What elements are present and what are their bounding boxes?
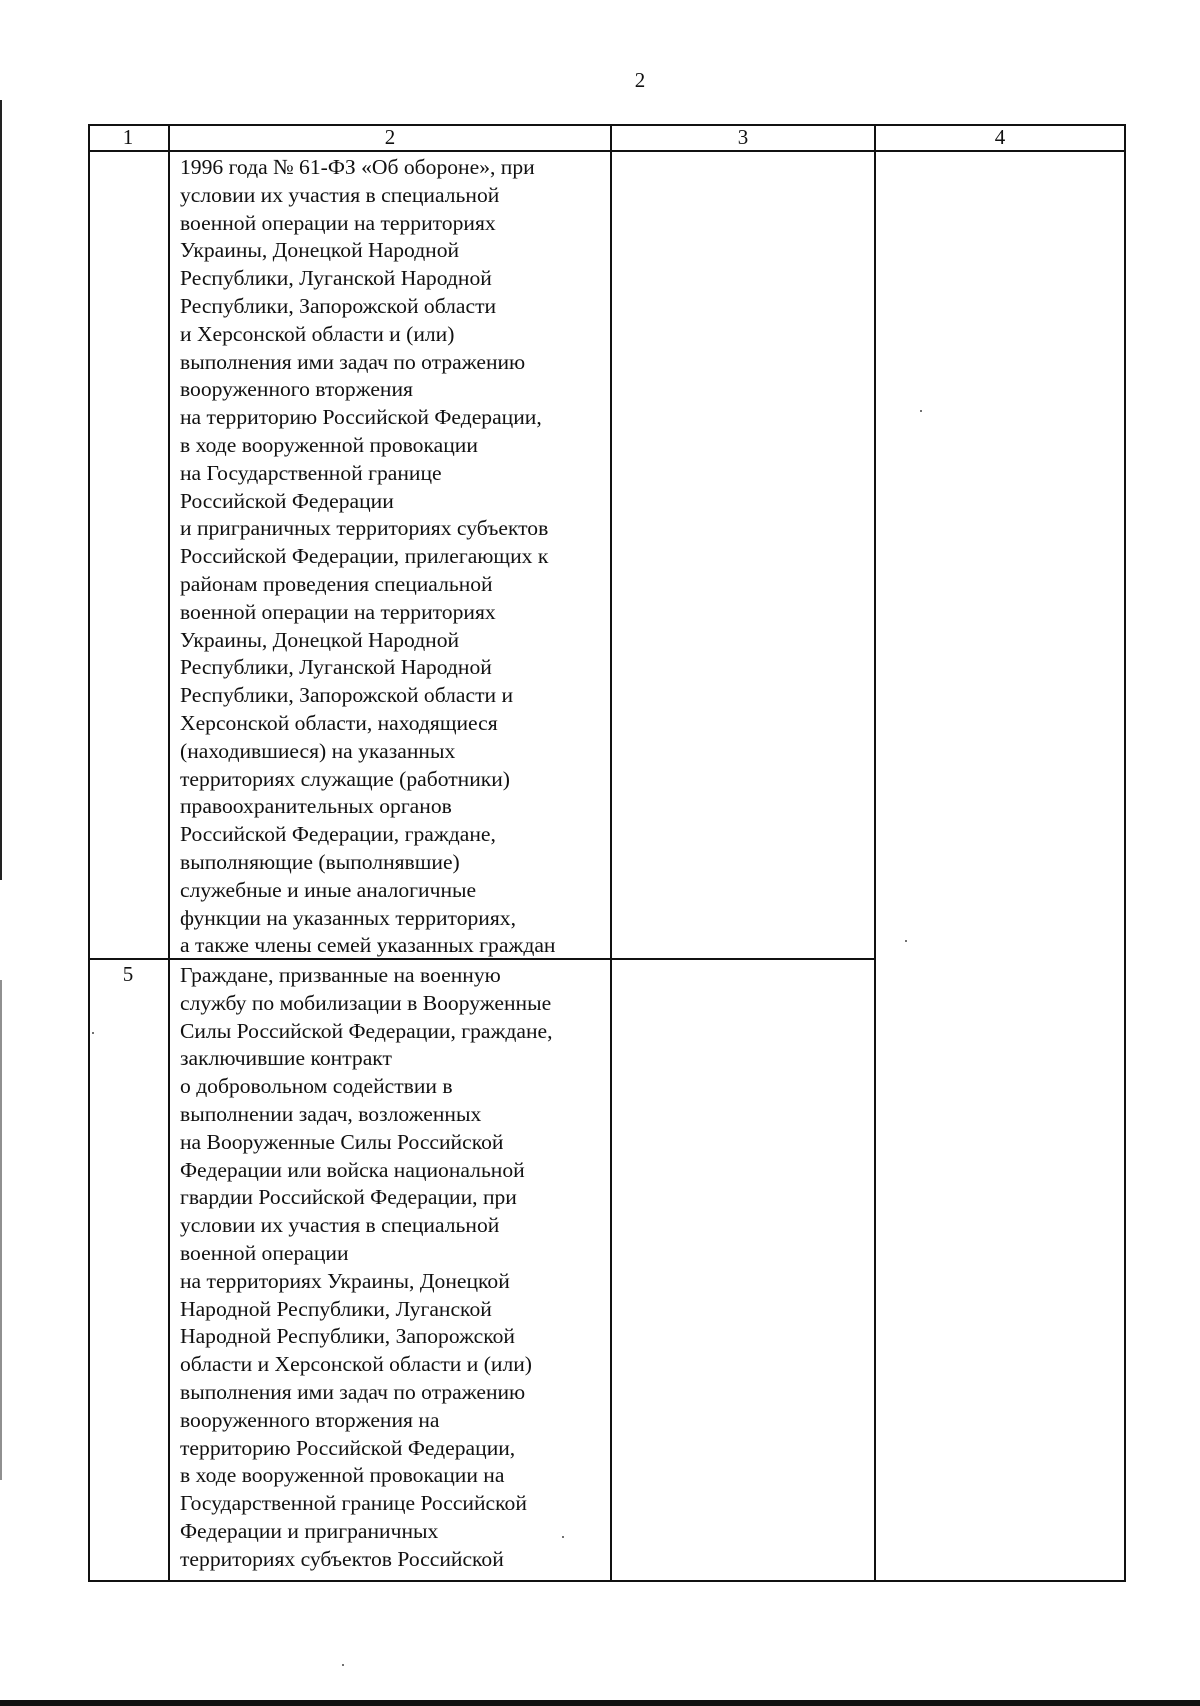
text-line: Херсонской области, находящиеся: [180, 710, 498, 735]
page-number: 2: [634, 68, 646, 92]
text-line: Российской Федерации: [180, 488, 394, 513]
text-line: (находившиеся) на указанных: [180, 738, 456, 763]
text-line: и приграничных территориях субъектов: [180, 516, 549, 541]
scan-speck: [905, 940, 907, 942]
text-line: функции на указанных территориях,: [180, 905, 516, 930]
row-description: [180, 154, 700, 960]
text-line: правоохранительных органов: [180, 794, 452, 819]
text-line: выполнения ими задач по отражению: [180, 1379, 526, 1404]
text-line: военной операции на территориях: [180, 599, 496, 624]
column-header-1: 1: [122, 125, 134, 149]
header-bottom-border: [88, 150, 1126, 152]
text-line: службу по мобилизации в Вооруженные: [180, 990, 552, 1015]
text-line: Народной Республики, Запорожской: [180, 1324, 515, 1349]
document-table: [88, 124, 1126, 1582]
text-line: районам проведения специальной: [180, 571, 493, 596]
text-line: в ходе вооруженной провокации: [180, 432, 478, 457]
text-line: в ходе вооруженной провокации на: [180, 1463, 505, 1488]
scan-edge-mark: [0, 980, 2, 1480]
text-line: Украины, Донецкой Народной: [180, 238, 460, 263]
text-line: условии их участия в специальной: [180, 1213, 500, 1238]
text-line: области и Херсонской области и (или): [180, 1352, 532, 1377]
scan-speck: [342, 1664, 344, 1666]
text-line: на территориях Украины, Донецкой: [180, 1268, 510, 1293]
text-line: на Вооруженные Силы Российской: [180, 1129, 504, 1154]
text-line: Силы Российской Федерации, граждане,: [180, 1018, 553, 1043]
text-line: территориях субъектов Российской: [180, 1546, 504, 1571]
column-header-3: 3: [737, 125, 749, 149]
text-line: на территорию Российской Федерации,: [180, 405, 542, 430]
scan-speck: [92, 1032, 94, 1034]
column-header-2: 2: [384, 125, 396, 149]
scan-speck: [920, 410, 922, 412]
text-line: служебные и иные аналогичные: [180, 877, 477, 902]
text-line: на Государственной границе: [180, 460, 442, 485]
row-number: 5: [122, 962, 134, 986]
scan-bottom-edge: [0, 1700, 1200, 1706]
text-line: Российской Федерации, граждане,: [180, 822, 496, 847]
text-line: а также члены семей указанных граждан: [180, 933, 556, 958]
text-line: Народной Республики, Луганской: [180, 1296, 492, 1321]
text-line: Республики, Запорожской области и: [180, 683, 514, 708]
text-line: Украины, Донецкой Народной: [180, 627, 460, 652]
text-line: вооруженного вторжения: [180, 377, 413, 402]
text-line: Республики, Запорожской области: [180, 293, 497, 318]
text-line: заключившие контракт: [180, 1046, 392, 1071]
text-line: территориях служащие (работники): [180, 766, 511, 791]
text-line: военной операции: [180, 1240, 349, 1265]
text-line: Республики, Луганской Народной: [180, 655, 492, 680]
row-description: [180, 962, 700, 1574]
text-line: Федерации и приграничных: [180, 1518, 439, 1543]
table-left-border: [88, 124, 90, 1582]
text-line: Государственной границе Российской: [180, 1491, 527, 1516]
text-line: 1996 года № 61-ФЗ «Об обороне», при: [180, 155, 535, 179]
column-header-4: 4: [994, 125, 1006, 149]
text-line: военной операции на территориях: [180, 210, 496, 235]
scan-speck: [562, 1536, 564, 1538]
text-line: и Херсонской области и (или): [180, 321, 455, 346]
table-bottom-border: [88, 1580, 1126, 1582]
text-line: территорию Российской Федерации,: [180, 1435, 516, 1460]
scan-edge-mark: [0, 100, 2, 880]
text-line: вооруженного вторжения на: [180, 1407, 440, 1432]
text-line: выполнении задач, возложенных: [180, 1101, 482, 1126]
column-divider-3: [874, 124, 876, 1582]
table-right-border: [1124, 124, 1126, 1582]
text-line: Республики, Луганской Народной: [180, 266, 492, 291]
text-line: гвардии Российской Федерации, при: [180, 1185, 517, 1210]
text-line: выполняющие (выполнявшие): [180, 849, 460, 874]
text-line: условии их участия в специальной: [180, 182, 500, 207]
text-line: о добровольном содействии в: [180, 1074, 453, 1099]
column-divider-1: [168, 124, 170, 1582]
text-line: Граждане, призванные на военную: [180, 963, 501, 987]
text-line: выполнения ими задач по отражению: [180, 349, 526, 374]
text-line: Федерации или войска национальной: [180, 1157, 525, 1182]
text-line: Российской Федерации, прилегающих к: [180, 544, 549, 569]
